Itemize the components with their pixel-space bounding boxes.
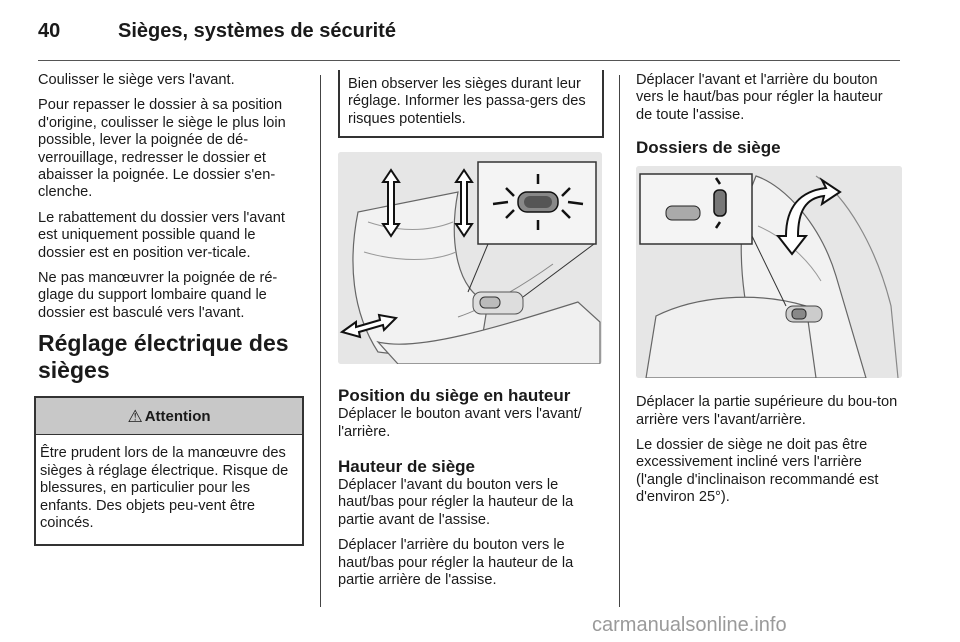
column-divider — [320, 75, 321, 607]
paragraph: Déplacer la partie supérieure du bou-ton arrière vers l'avant/arrière. — [636, 394, 898, 428]
paragraph: Coulisser le siège vers l'avant. — [38, 72, 235, 88]
paragraph: Pour repasser le dossier à sa position d'origine, coulisser le siège le plus loin possible, lever la poignée de dé-verrouillage, redresser le dossier et abaisser la poignée. Le dossier s'en-clenche. — [38, 97, 286, 201]
paragraph: Ne pas manœuvrer la poignée de ré-glage du support lombaire quand le dossier est basculé vers l'avant. — [38, 270, 278, 321]
subheading-dossiers: Dossiers de siège — [636, 138, 781, 158]
paragraph: Déplacer le bouton avant vers l'avant/ l'arrière. — [338, 406, 582, 440]
paragraph: Déplacer l'avant et l'arrière du bouton vers le haut/bas pour régler la hauteur de toute l'assise. — [636, 72, 883, 123]
caution-box: Bien observer les sièges durant leur réglage. Informer les passa-gers des risques potentiels. — [338, 70, 604, 138]
column-right — [636, 72, 902, 515]
section-heading: Réglage électrique des sièges — [38, 330, 289, 384]
seat-controls-illustration — [338, 152, 602, 364]
backrest-adjust-diagram — [636, 166, 902, 378]
subheading-hauteur: Hauteur de siège — [338, 457, 475, 477]
paragraph: Déplacer l'avant du bouton vers le haut/bas pour régler la hauteur de la partie avant de l'assise. — [338, 477, 574, 528]
backrest-illustration — [636, 166, 902, 378]
attention-title: Attention — [144, 407, 211, 425]
section-title: Sièges, systèmes de sécurité — [118, 20, 396, 42]
paragraph: Déplacer l'arrière du bouton vers le haut/bas pour régler la hauteur de la partie arrière de l'assise. — [338, 537, 574, 589]
attention-text: Être prudent lors de la manœuvre des sièges à réglage électrique. Risque de blessures, en particulier pour les enfants. Des objets peu-vent être coincés. — [40, 445, 289, 531]
header-divider — [38, 60, 900, 61]
paragraph: Le dossier de siège ne doit pas être excessivement incliné vers l'arrière (l'angle d'inclinaison recommandé est d'environ 25°). — [636, 437, 879, 506]
page-number: 40 — [38, 20, 61, 42]
attention-box — [34, 396, 304, 546]
watermark: carmanualsonline.info — [592, 614, 787, 636]
seat-adjust-diagram — [338, 152, 602, 364]
warning-icon: ⚠ — [127, 406, 143, 426]
column-middle — [338, 72, 602, 597]
column-divider — [619, 75, 620, 607]
paragraph: Le rabattement du dossier vers l'avant est uniquement possible quand le dossier est en position ver-ticale. — [38, 209, 285, 261]
subheading-position: Position du siège en hauteur — [338, 386, 571, 406]
attention-header — [36, 396, 302, 435]
column-left — [38, 72, 306, 546]
